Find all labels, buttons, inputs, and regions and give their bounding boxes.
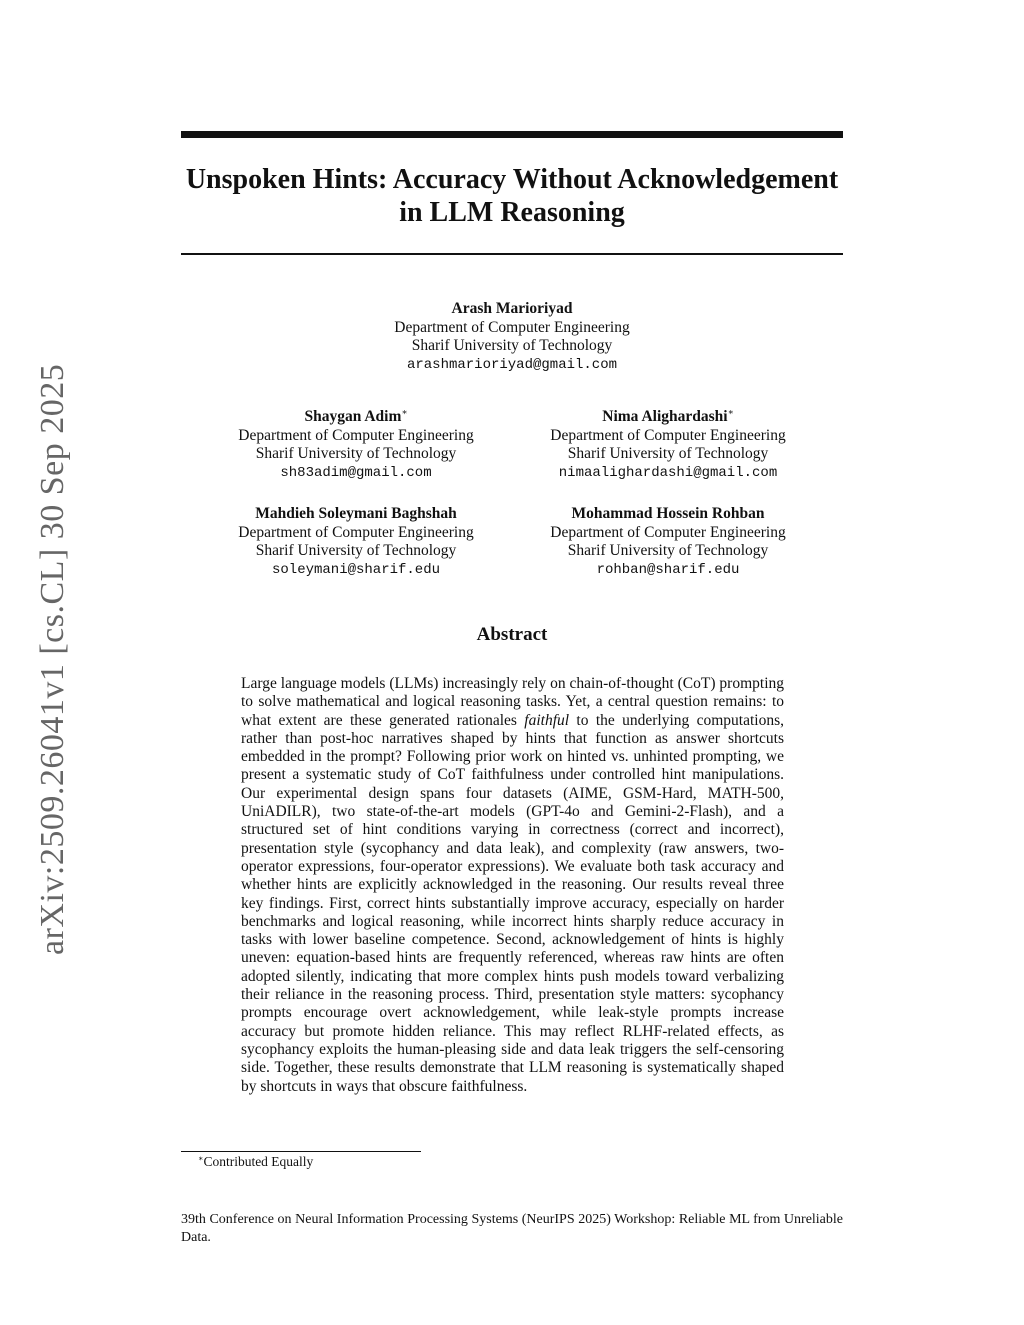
author-university: Sharif University of Technology xyxy=(411,337,613,354)
author-block-main xyxy=(312,300,712,374)
abstract-emphasis: faithful xyxy=(524,711,570,729)
author-email[interactable]: arashmarioriyad@gmail.com xyxy=(406,356,618,373)
title-top-rule xyxy=(181,131,843,138)
abstract-text-part: to the underlying computations, rather than post-hoc narratives shaped by hints that function as answer shortcuts embedded in the prompt? Following prior work on hinted vs. unhinted prompting, we present a systematic study of CoT faithfulness under controlled hint manipulations. Our experimental design spans four datasets (AIME, GSM-Hard, MATH-500, UniADILR), two state-of-the-art models (GPT-4o and Gemini-2-Flash), and a structured set of hint conditions varying in correctness (correct and incorrect), presentation style (sycophancy and data leak), and complexity (raw answers, two-operator expressions, four-operator expressions). We evaluate both task accuracy and whether hints are explicitly acknowledged in the reasoning. Our results reveal three key findings. First, correct hints substantially improve accuracy, especially on harder benchmarks and logical reasoning, while incorrect hints sharply reduce accuracy in tasks with lower baseline competence. Second, acknowledgement of hints is highly uneven: equation-based hints are frequently referenced, whereas raw hints are often adopted silently, indicating that more complex hints push models toward verbalizing their reliance in the reasoning process. Third, presentation style matters: sycophancy prompts encourage overt acknowledgement, while leak-style prompts increase accuracy but promote hidden reliance. This may reflect RLHF-related effects, as sycophancy exploits the human-pleasing side and data leak triggers the self-censoring side. Together, these results demonstrate that LLM reasoning is systematically shaped by shortcuts in ways that obscure faithfulness. xyxy=(241,711,784,1095)
author-block-right-2 xyxy=(512,505,824,579)
footnote-mark: ∗ xyxy=(198,1154,204,1163)
author-department: Department of Computer Engineering xyxy=(238,523,474,541)
title-bottom-rule xyxy=(181,253,843,255)
author-block-left-2 xyxy=(200,505,512,579)
author-department: Department of Computer Engineering xyxy=(550,523,786,541)
abstract-text-part: Large language models (LLMs) increasingly rely on chain-of-thought (CoT) prompting to solve mathematical and logical reasoning tasks. Yet, a central question remains: to what extent are these generated rationales xyxy=(241,675,784,729)
footnote-text: Contributed Equally xyxy=(203,1154,314,1169)
author-university: Sharif University of Technology xyxy=(567,445,769,462)
equal-contribution-mark: ∗ xyxy=(401,407,408,417)
author-email[interactable]: soleymani@sharif.edu xyxy=(271,561,441,578)
author-block-right-1 xyxy=(512,403,824,482)
author-name: Shaygan Adim xyxy=(304,408,402,425)
equal-contribution-mark: ∗ xyxy=(727,407,734,417)
author-name: Mahdieh Soleymani Baghshah xyxy=(255,505,457,522)
author-name: Nima Alighardashi xyxy=(602,408,728,425)
abstract-heading: Abstract xyxy=(476,624,548,645)
author-name: Mohammad Hossein Rohban xyxy=(571,505,765,522)
author-department: Department of Computer Engineering xyxy=(550,426,786,444)
arxiv-identifier-stamp: arXiv:2509.26041v1 [cs.CL] 30 Sep 2025 xyxy=(34,363,71,955)
author-department: Department of Computer Engineering xyxy=(238,426,474,444)
author-email[interactable]: rohban@sharif.edu xyxy=(596,561,740,578)
paper-title: Unspoken Hints: Accuracy Without Acknowledgement in LLM Reasoning xyxy=(185,164,839,228)
author-name: Arash Marioriyad xyxy=(451,300,573,317)
author-university: Sharif University of Technology xyxy=(255,542,457,559)
author-block-left-1 xyxy=(200,403,512,482)
author-department: Department of Computer Engineering xyxy=(394,318,630,336)
abstract-text xyxy=(241,675,784,1096)
venue-note: 39th Conference on Neural Information Processing Systems (NeurIPS 2025) Workshop: Reliable ML from Unreliable Data. xyxy=(181,1212,843,1245)
footnote xyxy=(198,1154,313,1170)
author-email[interactable]: sh83adim@gmail.com xyxy=(280,464,432,481)
author-university: Sharif University of Technology xyxy=(567,542,769,559)
footnote-rule xyxy=(181,1151,421,1152)
author-university: Sharif University of Technology xyxy=(255,445,457,462)
author-email[interactable]: nimaalighardashi@gmail.com xyxy=(558,464,778,481)
